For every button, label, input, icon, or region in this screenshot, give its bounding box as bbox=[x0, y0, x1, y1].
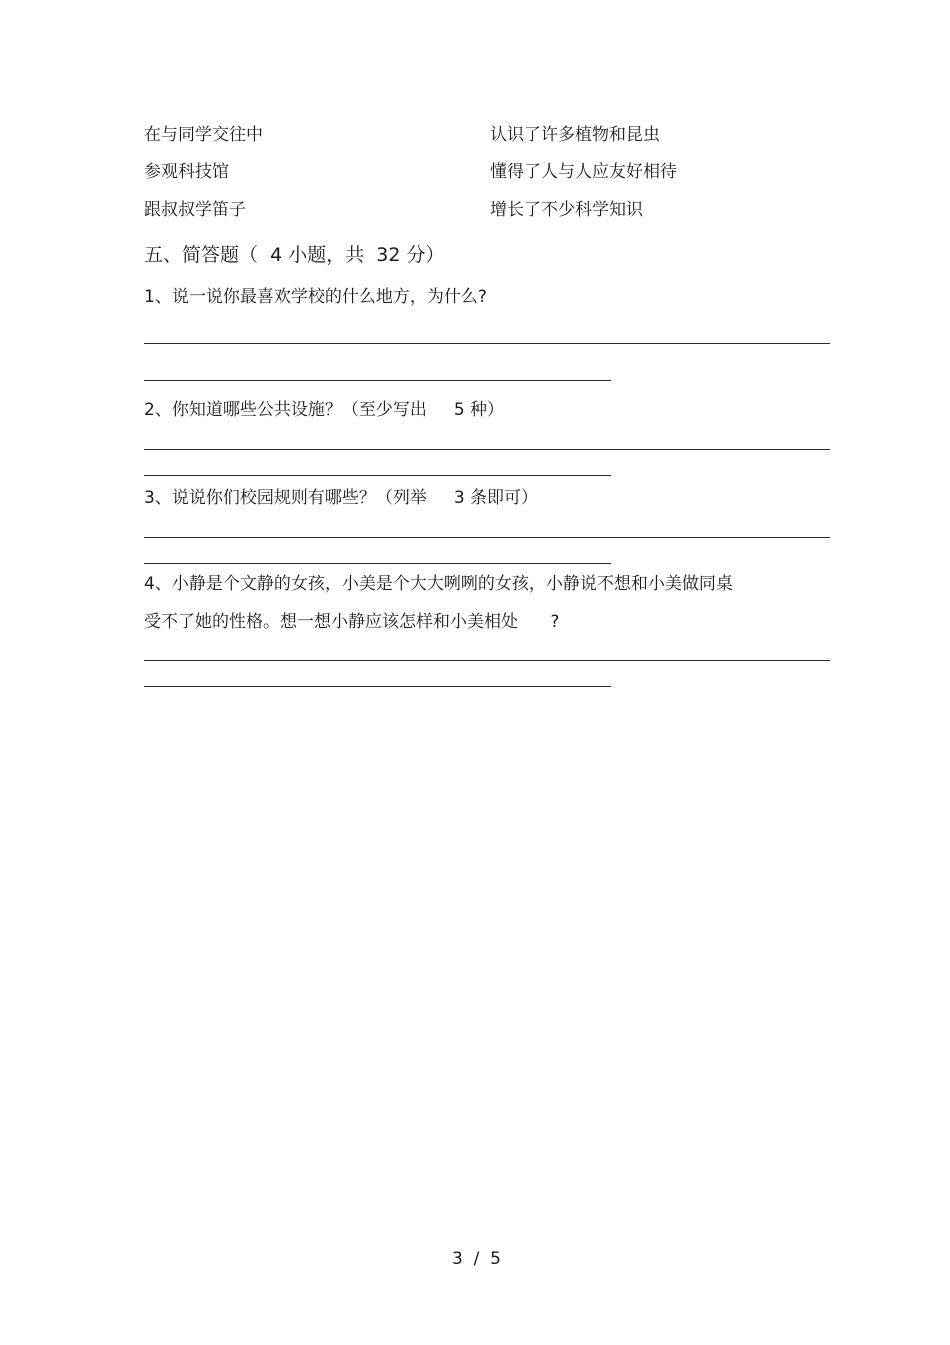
answer-line bbox=[144, 660, 830, 661]
matching-left-item-3: 跟叔叔学笛子 bbox=[144, 200, 246, 220]
answer-line bbox=[144, 380, 611, 381]
answer-line bbox=[144, 475, 611, 476]
question-1-text: 1、说一说你最喜欢学校的什么地方，为什么? bbox=[144, 287, 487, 307]
answer-line bbox=[144, 449, 830, 450]
section-title: 五、简答题（ 4 小题，共 32 分） bbox=[144, 244, 445, 266]
answer-line bbox=[144, 537, 830, 538]
matching-right-item-2: 懂得了人与人应友好相待 bbox=[490, 162, 677, 182]
question-2-text: 2、你知道哪些公共设施？（至少写出 5 种） bbox=[144, 400, 505, 420]
question-4-text-continued: 受不了她的性格。想一想小静应该怎样和小美相处 ? bbox=[144, 612, 560, 632]
matching-right-item-1: 认识了许多植物和昆虫 bbox=[490, 125, 660, 145]
matching-left-item-2: 参观科技馆 bbox=[144, 162, 229, 182]
answer-line bbox=[144, 563, 611, 564]
answer-line bbox=[144, 686, 611, 687]
page-number: 3 / 5 bbox=[452, 1249, 501, 1269]
question-4-text: 4、小静是个文静的女孩，小美是个大大咧咧的女孩，小静说不想和小美做同桌 bbox=[144, 574, 733, 594]
matching-right-item-3: 增长了不少科学知识 bbox=[490, 200, 643, 220]
matching-left-item-1: 在与同学交往中 bbox=[144, 125, 263, 145]
answer-line bbox=[144, 343, 830, 344]
question-3-text: 3、说说你们校园规则有哪些？（列举 3 条即可） bbox=[144, 488, 539, 508]
